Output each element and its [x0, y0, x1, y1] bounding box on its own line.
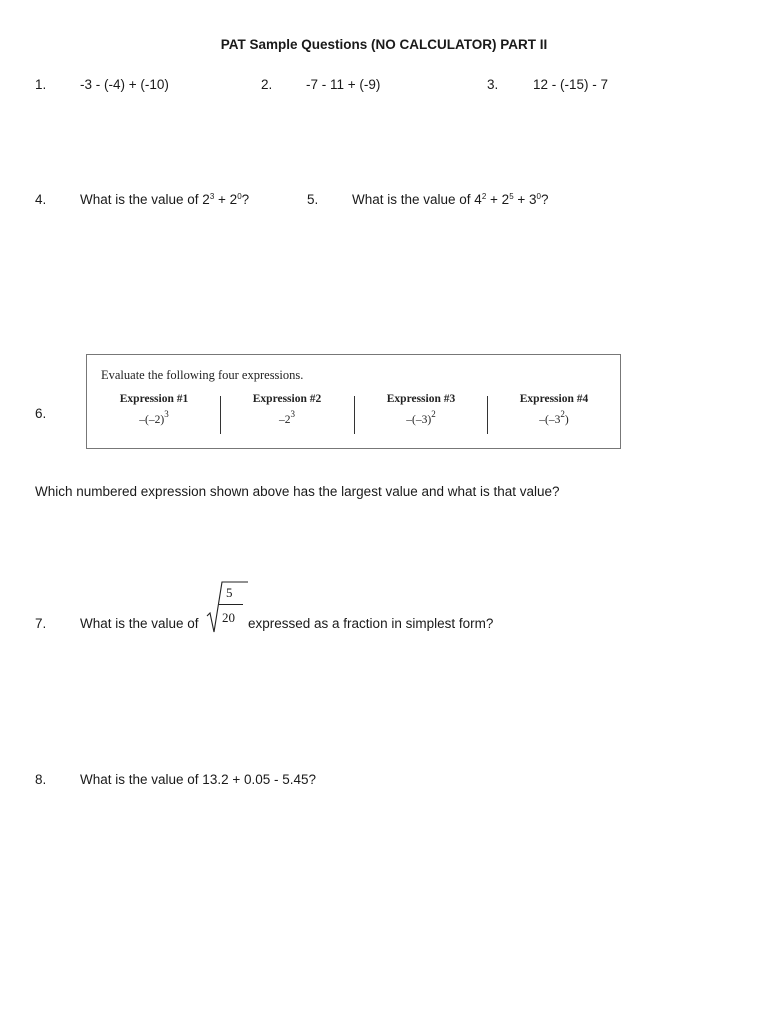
expression-divider	[354, 396, 355, 434]
question-6-number: 6.	[35, 406, 47, 421]
expression-4	[494, 393, 614, 426]
question-3-number: 3.	[487, 77, 499, 92]
expression-3-value: $-(-3)^2$	[406, 409, 436, 426]
question-8-number: 8.	[35, 772, 47, 787]
expression-4-name: Expression #4	[519, 393, 589, 405]
question-3-text: 12 - (-15) - 7	[533, 77, 609, 92]
page-title: PAT Sample Questions (NO CALCULATOR) PART II	[220, 37, 548, 52]
expression-4-value: $-(-3^2)$	[539, 409, 569, 426]
expression-2	[227, 393, 347, 426]
question-2-number: 2.	[261, 77, 273, 92]
question-2-text: -7 - 11 + (-9)	[306, 77, 381, 92]
question-7-number: 7.	[35, 616, 47, 631]
expressions-heading: Evaluate the following four expressions.	[101, 368, 304, 382]
expression-3	[361, 393, 481, 426]
expression-1-name: Expression #1	[119, 393, 189, 405]
expression-divider	[220, 396, 221, 434]
question-6-text: Which numbered expression shown above has the largest value and what is that value?	[35, 484, 560, 499]
question-7-suffix: expressed as a fraction in simplest form?	[248, 616, 494, 631]
expression-3-name: Expression #3	[386, 393, 456, 405]
expressions-box	[86, 354, 621, 449]
expression-divider	[487, 396, 488, 434]
question-1-text: -3 - (-4) + (-10)	[80, 77, 169, 92]
question-7-prefix: What is the value of	[80, 616, 199, 631]
expression-2-name: Expression #2	[252, 393, 322, 405]
question-1-number: 1.	[35, 77, 47, 92]
expression-1	[94, 393, 214, 426]
question-5-number: 5.	[307, 192, 319, 207]
question-4-number: 4.	[35, 192, 47, 207]
question-8-text: What is the value of 13.2 + 0.05 - 5.45?	[80, 772, 317, 787]
fraction-numerator: 5	[226, 585, 233, 600]
fraction-denominator: 20	[222, 610, 235, 625]
question-4-text: What is the value of $2^3 + 2^0$?	[80, 192, 250, 207]
fraction-bar	[219, 604, 243, 605]
expression-1-value: $-(-2)^3$	[139, 409, 169, 426]
expression-2-value: $-2^3$	[279, 409, 295, 426]
question-5-text: What is the value of $4^2 + 2^5 + 3^0$?	[352, 192, 549, 207]
